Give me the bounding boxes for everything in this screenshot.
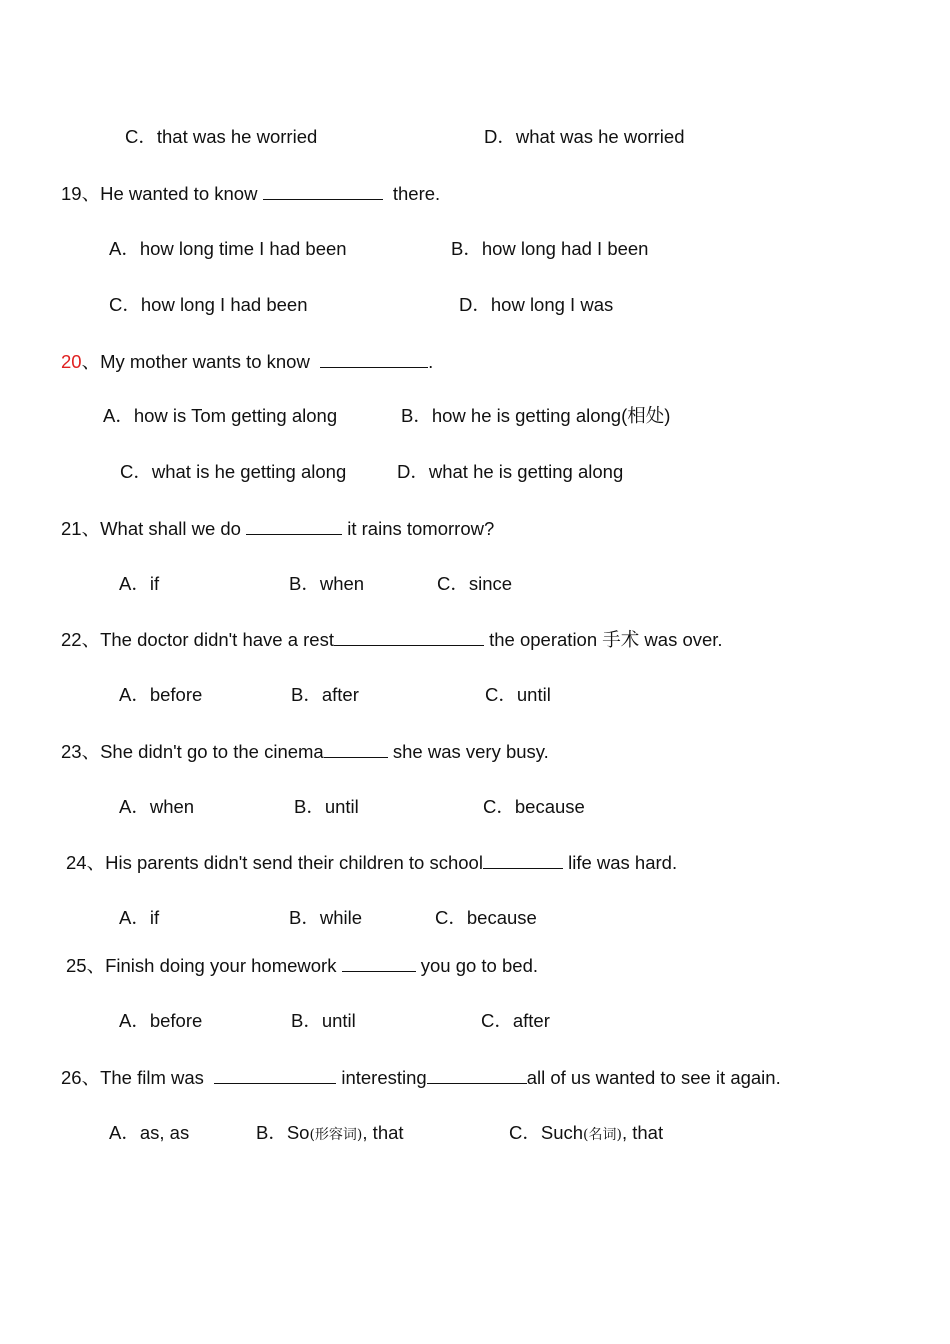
question-number: 19 [61,183,82,204]
q20-stem [61,349,433,374]
q18-option-c: C．that was he worried [125,126,318,147]
stem-text: all of us wanted to see it again. [526,1067,781,1088]
q22-stem [61,627,723,653]
q22-option-a: A．before [119,684,203,705]
q23-option-b: B．until [294,796,359,817]
stem-text: What shall we do [100,518,247,539]
q24-option-c: C．because [435,907,537,928]
answer-blank [427,1065,527,1084]
q19-option-d: D．how long I was [459,294,614,315]
question-separator: 、 [81,183,101,204]
answer-blank [324,739,388,758]
answer-blank [342,953,416,972]
q25-option-c: C．after [481,1010,550,1031]
q21-option-c: C．since [437,573,513,594]
option-text: C．Such [509,1122,584,1143]
answer-blank [334,627,484,646]
q21-option-a: A．if [119,573,160,594]
answer-blank [263,181,383,200]
chinese-gloss: 手术 [602,630,640,651]
stem-text: you go to bed. [415,955,538,976]
question-number: 25 [66,955,87,976]
q23-option-c: C．because [483,796,585,817]
q26-option-c [509,1121,663,1147]
question-separator: 、 [81,1067,101,1088]
option-text: , that [362,1122,404,1143]
stem-text: . [428,351,434,372]
answer-blank [320,349,428,368]
stem-text: He wanted to know [100,183,263,204]
stem-text: interesting [336,1067,427,1088]
chinese-gloss: 相处 [627,406,665,427]
q20-option-c: C．what is he getting along [120,461,347,482]
answer-blank [483,850,563,869]
question-number: 22 [61,629,82,650]
q23-option-a: A．when [119,796,195,817]
stem-text: My mother wants to know [100,351,321,372]
q23-stem [61,739,549,764]
stem-text: The doctor didn't have a rest [100,629,334,650]
q19-option-b: B．how long had I been [451,238,649,259]
question-number: 21 [61,518,82,539]
stem-text: was over. [639,629,723,650]
stem-text: She didn't go to the cinema [100,741,324,762]
stem-text: she was very busy. [387,741,549,762]
q19-stem [61,181,440,206]
option-text: B．So [256,1122,310,1143]
question-number: 20 [61,351,82,372]
q26-option-a: A．as, as [109,1122,190,1143]
question-separator: 、 [86,852,106,873]
q26-stem [61,1065,781,1090]
stem-text: the operation [483,629,603,650]
q25-option-a: A．before [119,1010,203,1031]
q22-option-c: C．until [485,684,551,705]
q25-option-b: B．until [291,1010,356,1031]
question-separator: 、 [86,955,106,976]
chinese-gloss: (形容词) [309,1127,363,1143]
q24-option-b: B．while [289,907,362,928]
option-text: ) [664,405,671,426]
stem-text: His parents didn't send their children to school [105,852,483,873]
q24-option-a: A．if [119,907,160,928]
q21-option-b: B．when [289,573,365,594]
question-number: 26 [61,1067,82,1088]
q26-option-b [256,1121,404,1147]
q20-option-b [401,404,670,429]
option-text: , that [621,1122,664,1143]
q25-stem [66,953,538,978]
stem-text: it rains tomorrow? [342,518,495,539]
answer-blank [214,1065,336,1084]
stem-text: The film was [100,1067,215,1088]
q24-stem [66,850,677,875]
q18-option-d: D．what was he worried [484,126,685,147]
q20-option-a: A．how is Tom getting along [103,405,338,426]
q19-option-c: C．how long I had been [109,294,308,315]
answer-blank [246,516,342,535]
chinese-gloss: (名词) [583,1127,622,1143]
q22-option-b: B．after [291,684,359,705]
question-separator: 、 [81,629,101,650]
question-separator: 、 [81,351,101,372]
question-separator: 、 [81,741,101,762]
question-separator: 、 [81,518,101,539]
stem-text: there. [382,183,441,204]
q20-option-d: D．what he is getting along [397,461,624,482]
question-number: 23 [61,741,82,762]
stem-text: life was hard. [562,852,678,873]
stem-text: Finish doing your homework [105,955,342,976]
question-number: 24 [66,852,87,873]
option-text: B．how he is getting along( [401,405,628,426]
q21-stem [61,516,494,541]
q19-option-a: A．how long time I had been [109,238,347,259]
